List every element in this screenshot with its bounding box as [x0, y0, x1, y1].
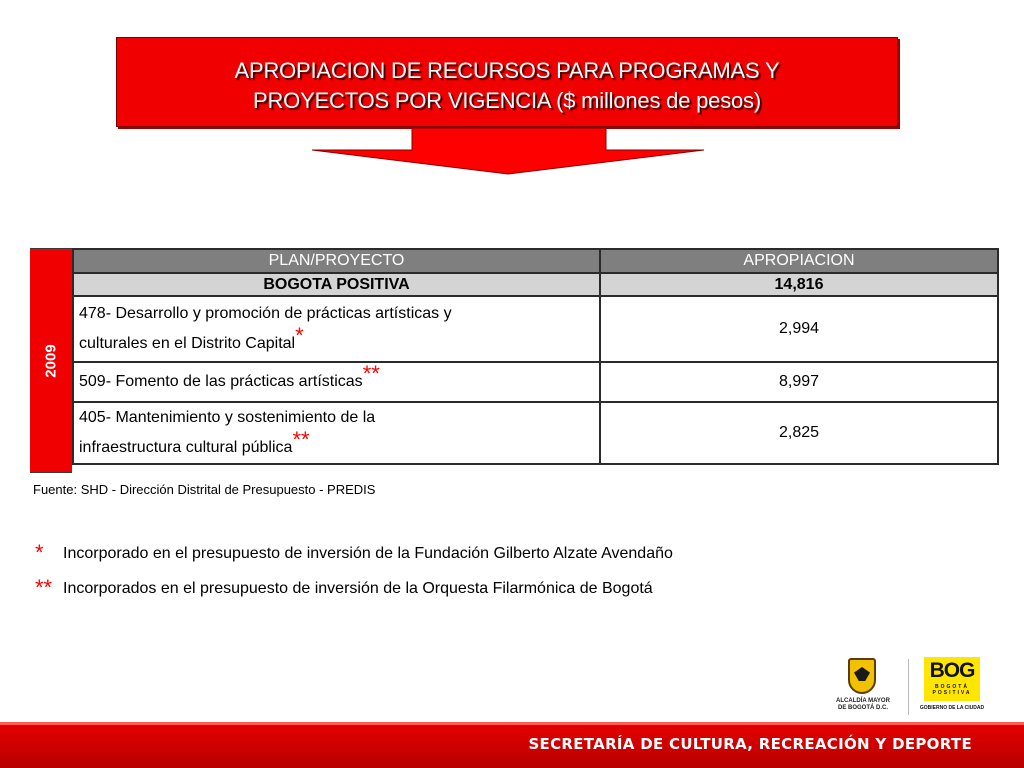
project-value: 2,994 [600, 296, 998, 362]
down-arrow-icon [310, 128, 706, 176]
bog-sub [924, 684, 980, 696]
project-name-line1: 405- Mantenimiento y sostenimiento de la [79, 409, 376, 426]
alcaldia-line1: ALCALDÍA MAYOR [836, 698, 890, 704]
footnote-1 [35, 540, 673, 566]
footer-band [0, 722, 1024, 768]
footnote-mark: * [295, 323, 304, 348]
budget-table [72, 248, 999, 465]
subtotal-label: BOGOTA POSITIVA [73, 273, 600, 296]
alcaldia-line2: DE BOGOTÁ D.C. [837, 705, 888, 711]
title-line-1: APROPIACION DE RECURSOS PARA PROGRAMAS Y [234, 58, 780, 83]
project-name [73, 296, 600, 362]
table-row [73, 402, 998, 464]
project-value: 2,825 [600, 402, 998, 464]
footnote-mark: ** [292, 427, 310, 452]
subtotal-value: 14,816 [600, 273, 998, 296]
alcaldia-logo-text [826, 698, 900, 712]
year-sidebar [30, 248, 72, 473]
footnote-mark: ** [362, 361, 380, 386]
bog-sub1: BOGOTÁ [935, 684, 969, 690]
title-line-2: PROYECTOS POR VIGENCIA ($ millones de pesos) [253, 88, 761, 113]
footnote-mark: * [35, 540, 44, 565]
project-name-line1: 478- Desarrollo y promoción de prácticas artísticas y [79, 305, 452, 322]
source-note: Fuente: SHD - Dirección Distrital de Presupuesto - PREDIS [33, 482, 376, 497]
project-name-line1: 509- Fomento de las prácticas artísticas [79, 373, 363, 390]
subtotal-row [73, 273, 998, 296]
footnote-text: Incorporados en el presupuesto de inversión de la Orquesta Filarmónica de Bogotá [63, 580, 653, 597]
footnote-mark: ** [35, 575, 53, 600]
bogota-positiva-logo [924, 657, 980, 701]
footer-title: SECRETARÍA DE CULTURA, RECREACIÓN Y DEPORTE [528, 735, 972, 753]
project-name-line2: infraestructura cultural pública [79, 439, 293, 456]
project-name [73, 402, 600, 464]
title-banner [116, 37, 898, 127]
bog-foot: GOBIERNO DE LA CIUDAD [919, 705, 985, 711]
bog-word: BOG [929, 659, 975, 682]
table-row [73, 296, 998, 362]
header-apropiacion: APROPIACION [600, 249, 998, 273]
table-row [73, 362, 998, 402]
footnote-2 [35, 575, 653, 601]
project-value: 8,997 [600, 362, 998, 402]
logo-divider [908, 659, 909, 715]
alcaldia-shield-icon [848, 658, 876, 694]
year-label: 2009 [42, 343, 60, 378]
bog-sub2: POSITIVA [932, 690, 972, 696]
project-name [73, 362, 600, 402]
table-header-row [73, 249, 998, 273]
header-plan: PLAN/PROYECTO [73, 249, 600, 273]
project-name-line2: culturales en el Distrito Capital [79, 335, 296, 352]
footnote-text: Incorporado en el presupuesto de inversión de la Fundación Gilberto Alzate Avendaño [63, 545, 673, 562]
logo-group [826, 655, 986, 717]
